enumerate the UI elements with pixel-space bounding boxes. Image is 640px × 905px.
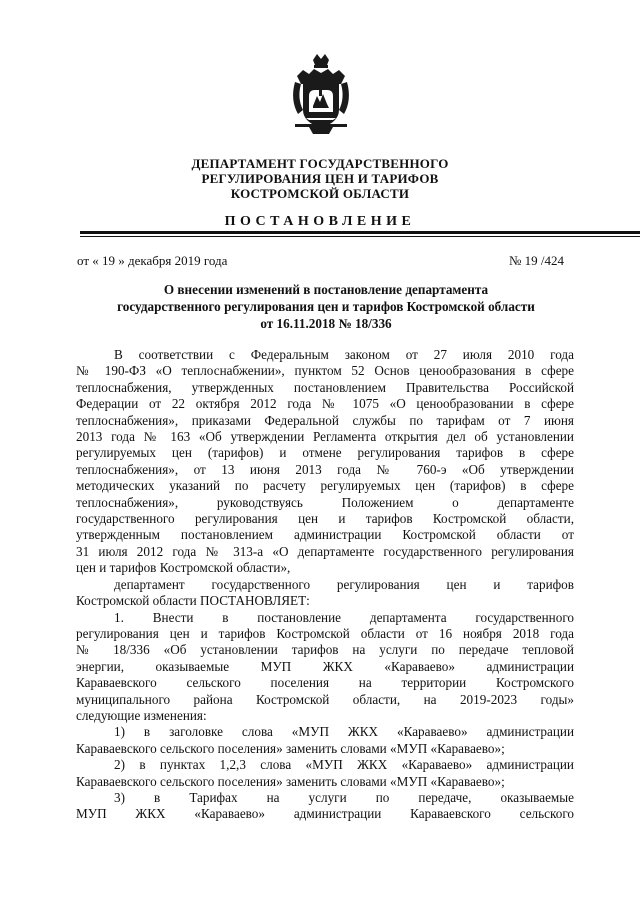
body-line: муниципального района Костромской области, на 2019-2023 годы» (76, 691, 574, 707)
department-name-line-2: РЕГУЛИРОВАНИЯ ЦЕН И ТАРИФОВ (201, 171, 439, 186)
body-line: государственного регулирования цен и тарифов Костромской области, (76, 511, 574, 527)
body-line: Караваевского сельского поселения» заменить словами «МУП «Караваево»; (76, 740, 505, 756)
body-line: 1. Внести в постановление департамента государственного (114, 609, 574, 625)
header-rule-thin (80, 236, 640, 237)
body-line: регулируемых цен (тарифов) и отмене регулирования тарифов в сфере (76, 445, 574, 461)
body-line: 2) в пунктах 1,2,3 слова «МУП ЖКХ «Караваево» администрации (114, 757, 574, 773)
body-line: 1) в заголовке слова «МУП ЖКХ «Караваево» администрации (114, 724, 574, 740)
body-line: регулирования цен и тарифов Костромской области от 16 ноября 2018 года (76, 625, 574, 641)
body-line: № 18/336 «Об установлении тарифов на услуги по передаче тепловой (76, 642, 574, 658)
body-line: теплоснабжения», руководствуясь Положением о департаменте (76, 494, 574, 510)
body-line: Караваевского сельского поселения на территории Костромского (76, 675, 574, 691)
document-body (76, 347, 574, 823)
subject-line: от 16.11.2018 № 18/336 (260, 316, 392, 331)
body-line: теплоснабжения», приказами Федеральной службы по тарифам от 7 июня (76, 412, 574, 428)
department-name-line-3: КОСТРОМСКОЙ ОБЛАСТИ (230, 186, 410, 201)
body-line: энергии, оказываемые МУП ЖКХ «Караваево» администрации (76, 658, 574, 674)
body-line: МУП ЖКХ «Караваево» администрации Караваевского сельского (76, 806, 574, 822)
document-number: № 19 /424 (508, 253, 564, 268)
body-line: В соответствии с Федеральным законом от 27 июля 2010 года (114, 347, 574, 362)
coat-of-arms-icon (289, 52, 353, 138)
document-date: от « 19 » декабря 2019 года (77, 253, 228, 268)
body-line: 31 июля 2012 года № 313-а «О департаменте государственного регулирования (76, 543, 574, 559)
header-rule-thick (80, 231, 640, 234)
body-line: № 190-ФЗ «О теплоснабжении», пунктом 52 Основ ценообразования в сфере (76, 363, 574, 379)
body-line: утвержденным постановлением администрации Костромской области от (76, 527, 574, 543)
body-line: 3) в Тарифах на услуги по передаче, оказываемые (114, 789, 574, 805)
body-line: Федерации от 22 октября 2012 года № 1075 «О ценообразовании в сфере (76, 396, 574, 412)
department-name-line-1: ДЕПАРТАМЕНТ ГОСУДАРСТВЕННОГО (191, 156, 449, 171)
document-subject (76, 281, 576, 332)
subject-line: О внесении изменений в постановление департамента (163, 282, 489, 297)
body-line: Костромской области ПОСТАНОВЛЯЕТ: (76, 593, 310, 609)
body-line: Караваевского сельского поселения» заменить словами «МУП «Караваево»; (76, 773, 505, 789)
body-line: методических указаний по расчету регулируемых цен (тарифов) в сфере (76, 478, 574, 494)
document-type-title: ПОСТАНОВЛЕНИЕ (224, 214, 416, 229)
body-line: департамент государственного регулирования цен и тарифов (114, 576, 574, 592)
body-line: теплоснабжения, утвержденных постановлением Правительства Российской (76, 379, 574, 395)
subject-line: государственного регулирования цен и тарифов Костромской области (117, 299, 535, 314)
body-line: теплоснабжения», от 13 июня 2013 года № 760-э «Об утверждении (76, 461, 574, 477)
body-line: цен и тарифов Костромской области», (76, 560, 291, 576)
body-line: следующие изменения: (76, 707, 207, 723)
body-line: 2013 года № 163 «Об утверждении Регламента открытия дел об установлении (76, 429, 574, 445)
